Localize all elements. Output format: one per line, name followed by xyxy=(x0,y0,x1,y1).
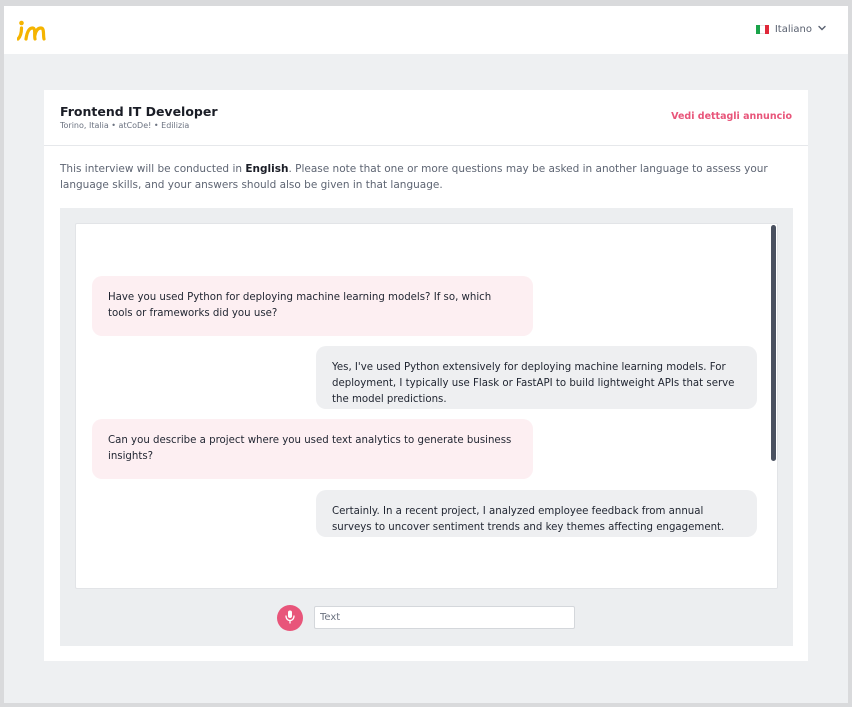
message-text: Certainly. In a recent project, I analyzed employee feedback from annual surveys to uncover sentiment trends and key themes affecting engagement. xyxy=(332,506,725,533)
text-input[interactable] xyxy=(314,606,575,629)
language-label: Italiano xyxy=(774,24,812,35)
chat-scrollbar-thumb[interactable] xyxy=(771,225,776,461)
question-bubble xyxy=(92,419,533,479)
job-header xyxy=(44,90,808,146)
answer-bubble xyxy=(316,346,757,409)
language-selector[interactable] xyxy=(756,24,826,35)
view-ad-details-link[interactable]: Vedi dettagli annuncio xyxy=(671,111,792,122)
message-composer xyxy=(60,605,793,631)
message-text: Have you used Python for deploying machine learning models? If so, which tools or frameworks did you use? xyxy=(108,292,492,319)
microphone-button[interactable] xyxy=(277,605,303,631)
job-meta: Torino, Italia • atCoDe! • Edilizia xyxy=(60,121,190,130)
job-title: Frontend IT Developer xyxy=(60,104,218,119)
answer-bubble xyxy=(316,490,757,537)
chat-area xyxy=(60,208,793,646)
microphone-icon xyxy=(285,609,295,628)
notice-prefix: This interview will be conducted in xyxy=(60,163,246,175)
app-frame xyxy=(4,6,848,703)
chevron-down-icon xyxy=(818,24,826,34)
message-text: Can you describe a project where you used text analytics to generate business insights? xyxy=(108,435,512,462)
interview-card xyxy=(44,90,808,661)
brand-logo-icon[interactable] xyxy=(17,20,47,42)
notice-language: English xyxy=(245,163,289,175)
italy-flag-icon xyxy=(756,25,769,34)
message-text: Yes, I've used Python extensively for deploying machine learning models. For deployment, I typically use Flask or FastAPI to build lightweight APIs that serve the model predictions. xyxy=(332,362,735,405)
chat-transcript[interactable] xyxy=(75,223,778,589)
top-bar xyxy=(4,6,848,54)
question-bubble xyxy=(92,276,533,336)
interview-language-notice xyxy=(60,161,792,193)
notice-suffix: . Please note that one or more questions may be asked in another language to assess your language skills, and your answers should also be given in that language. xyxy=(60,163,768,191)
chat-scrollbar[interactable] xyxy=(770,224,777,589)
